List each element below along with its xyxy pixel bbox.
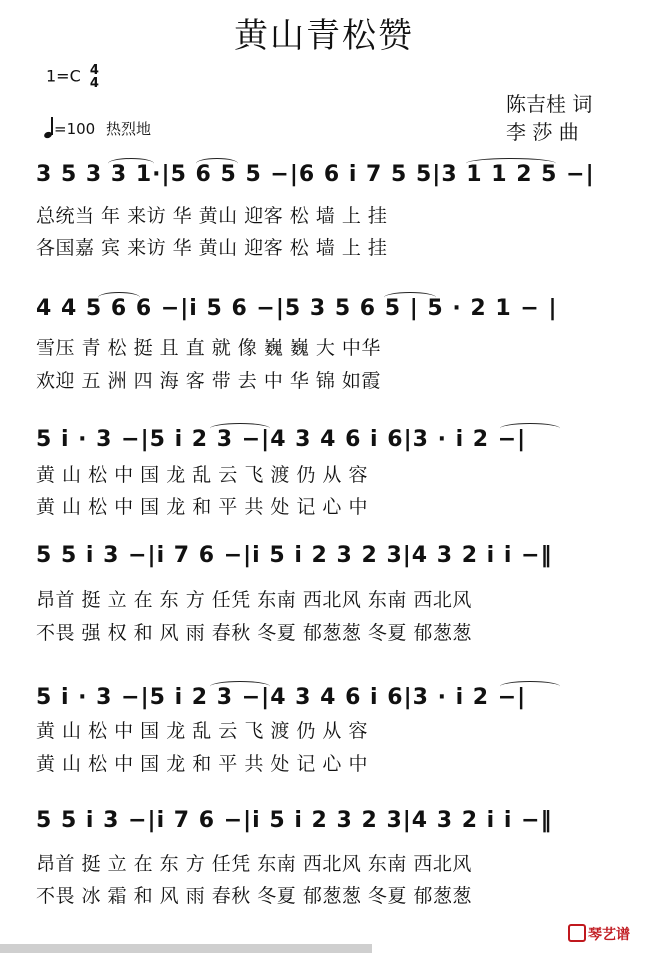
progress-strip	[0, 944, 372, 953]
song-title: 黄山青松赞	[234, 16, 414, 56]
logo-icon	[568, 924, 586, 942]
slur-mark	[384, 292, 436, 303]
lyric-line-1b: 各国嘉 宾 来访 华 黄山 迎客 松 墙 上 挂	[36, 237, 388, 259]
lyric-line-5b: 黄 山 松 中 国 龙 和 平 共 处 记 心 中	[36, 753, 368, 775]
notation-line-6: 5 5 i 3 −|i 7 6 −|i 5 i 2 3 2 3|4 3 2 i i −‖	[36, 808, 553, 833]
slur-mark	[108, 158, 154, 169]
lyric-line-3b: 黄 山 松 中 国 龙 和 平 共 处 记 心 中	[36, 496, 368, 518]
quarter-note-icon	[44, 116, 54, 138]
lyric-line-4b: 不畏 强 权 和 风 雨 春秋 冬夏 郁葱葱 冬夏 郁葱葱	[36, 622, 472, 644]
tempo-marking	[44, 116, 151, 139]
lyric-line-2a: 雪压 青 松 挺 且 直 就 像 巍 巍 大 中华	[36, 337, 381, 359]
lyric-line-1a: 总统当 年 来访 华 黄山 迎客 松 墙 上 挂	[36, 205, 388, 227]
notation-line-3: 5 i · 3 −|5 i 2 3 −|4 3 4 6 i 6|3 · i 2 −|	[36, 427, 527, 452]
slur-mark	[210, 681, 270, 692]
slur-mark	[98, 292, 140, 303]
slur-mark	[196, 158, 238, 169]
lyric-line-2b: 欢迎 五 洲 四 海 客 带 去 中 华 锦 如霞	[36, 370, 381, 392]
notation-line-5: 5 i · 3 −|5 i 2 3 −|4 3 4 6 i 6|3 · i 2 −|	[36, 685, 527, 710]
key-label: 1=C	[46, 66, 81, 86]
slur-mark	[500, 681, 560, 692]
lyric-line-4a: 昂首 挺 立 在 东 方 任凭 东南 西北风 东南 西北风	[36, 589, 472, 611]
notation-line-1: 3 5 3 3 1·|5 6 5 5 −|6 6 i 7 5 5|3 1 1 2 5 −|	[36, 162, 595, 187]
notation-line-4: 5 5 i 3 −|i 7 6 −|i 5 i 2 3 2 3|4 3 2 i i −‖	[36, 543, 553, 568]
key-signature	[46, 64, 99, 90]
slur-mark	[466, 158, 556, 169]
lyric-line-6a: 昂首 挺 立 在 东 方 任凭 东南 西北风 东南 西北风	[36, 853, 472, 875]
lyric-line-6b: 不畏 冰 霜 和 风 雨 春秋 冬夏 郁葱葱 冬夏 郁葱葱	[36, 885, 472, 907]
slur-mark	[210, 423, 270, 434]
watermark-logo	[568, 924, 630, 944]
tempo-mood: 热烈地	[105, 120, 151, 138]
tempo-bpm: =100	[54, 120, 96, 138]
slur-mark	[500, 423, 560, 434]
watermark-text: 琴艺谱	[588, 927, 630, 943]
lyric-line-3a: 黄 山 松 中 国 龙 乱 云 飞 渡 仍 从 容	[36, 464, 368, 486]
lyric-line-5a: 黄 山 松 中 国 龙 乱 云 飞 渡 仍 从 容	[36, 720, 368, 742]
notation-line-2: 4 4 5 6 6 −|i 5 6 −|5 3 5 6 5 | 5 · 2 1 − |	[36, 296, 558, 321]
lyricist-credit: 陈吉桂 词	[506, 92, 593, 116]
time-bottom: 4	[89, 76, 99, 91]
time-signature	[90, 64, 99, 90]
time-top: 4	[89, 63, 99, 78]
composer-credit: 李 莎 曲	[506, 120, 579, 144]
